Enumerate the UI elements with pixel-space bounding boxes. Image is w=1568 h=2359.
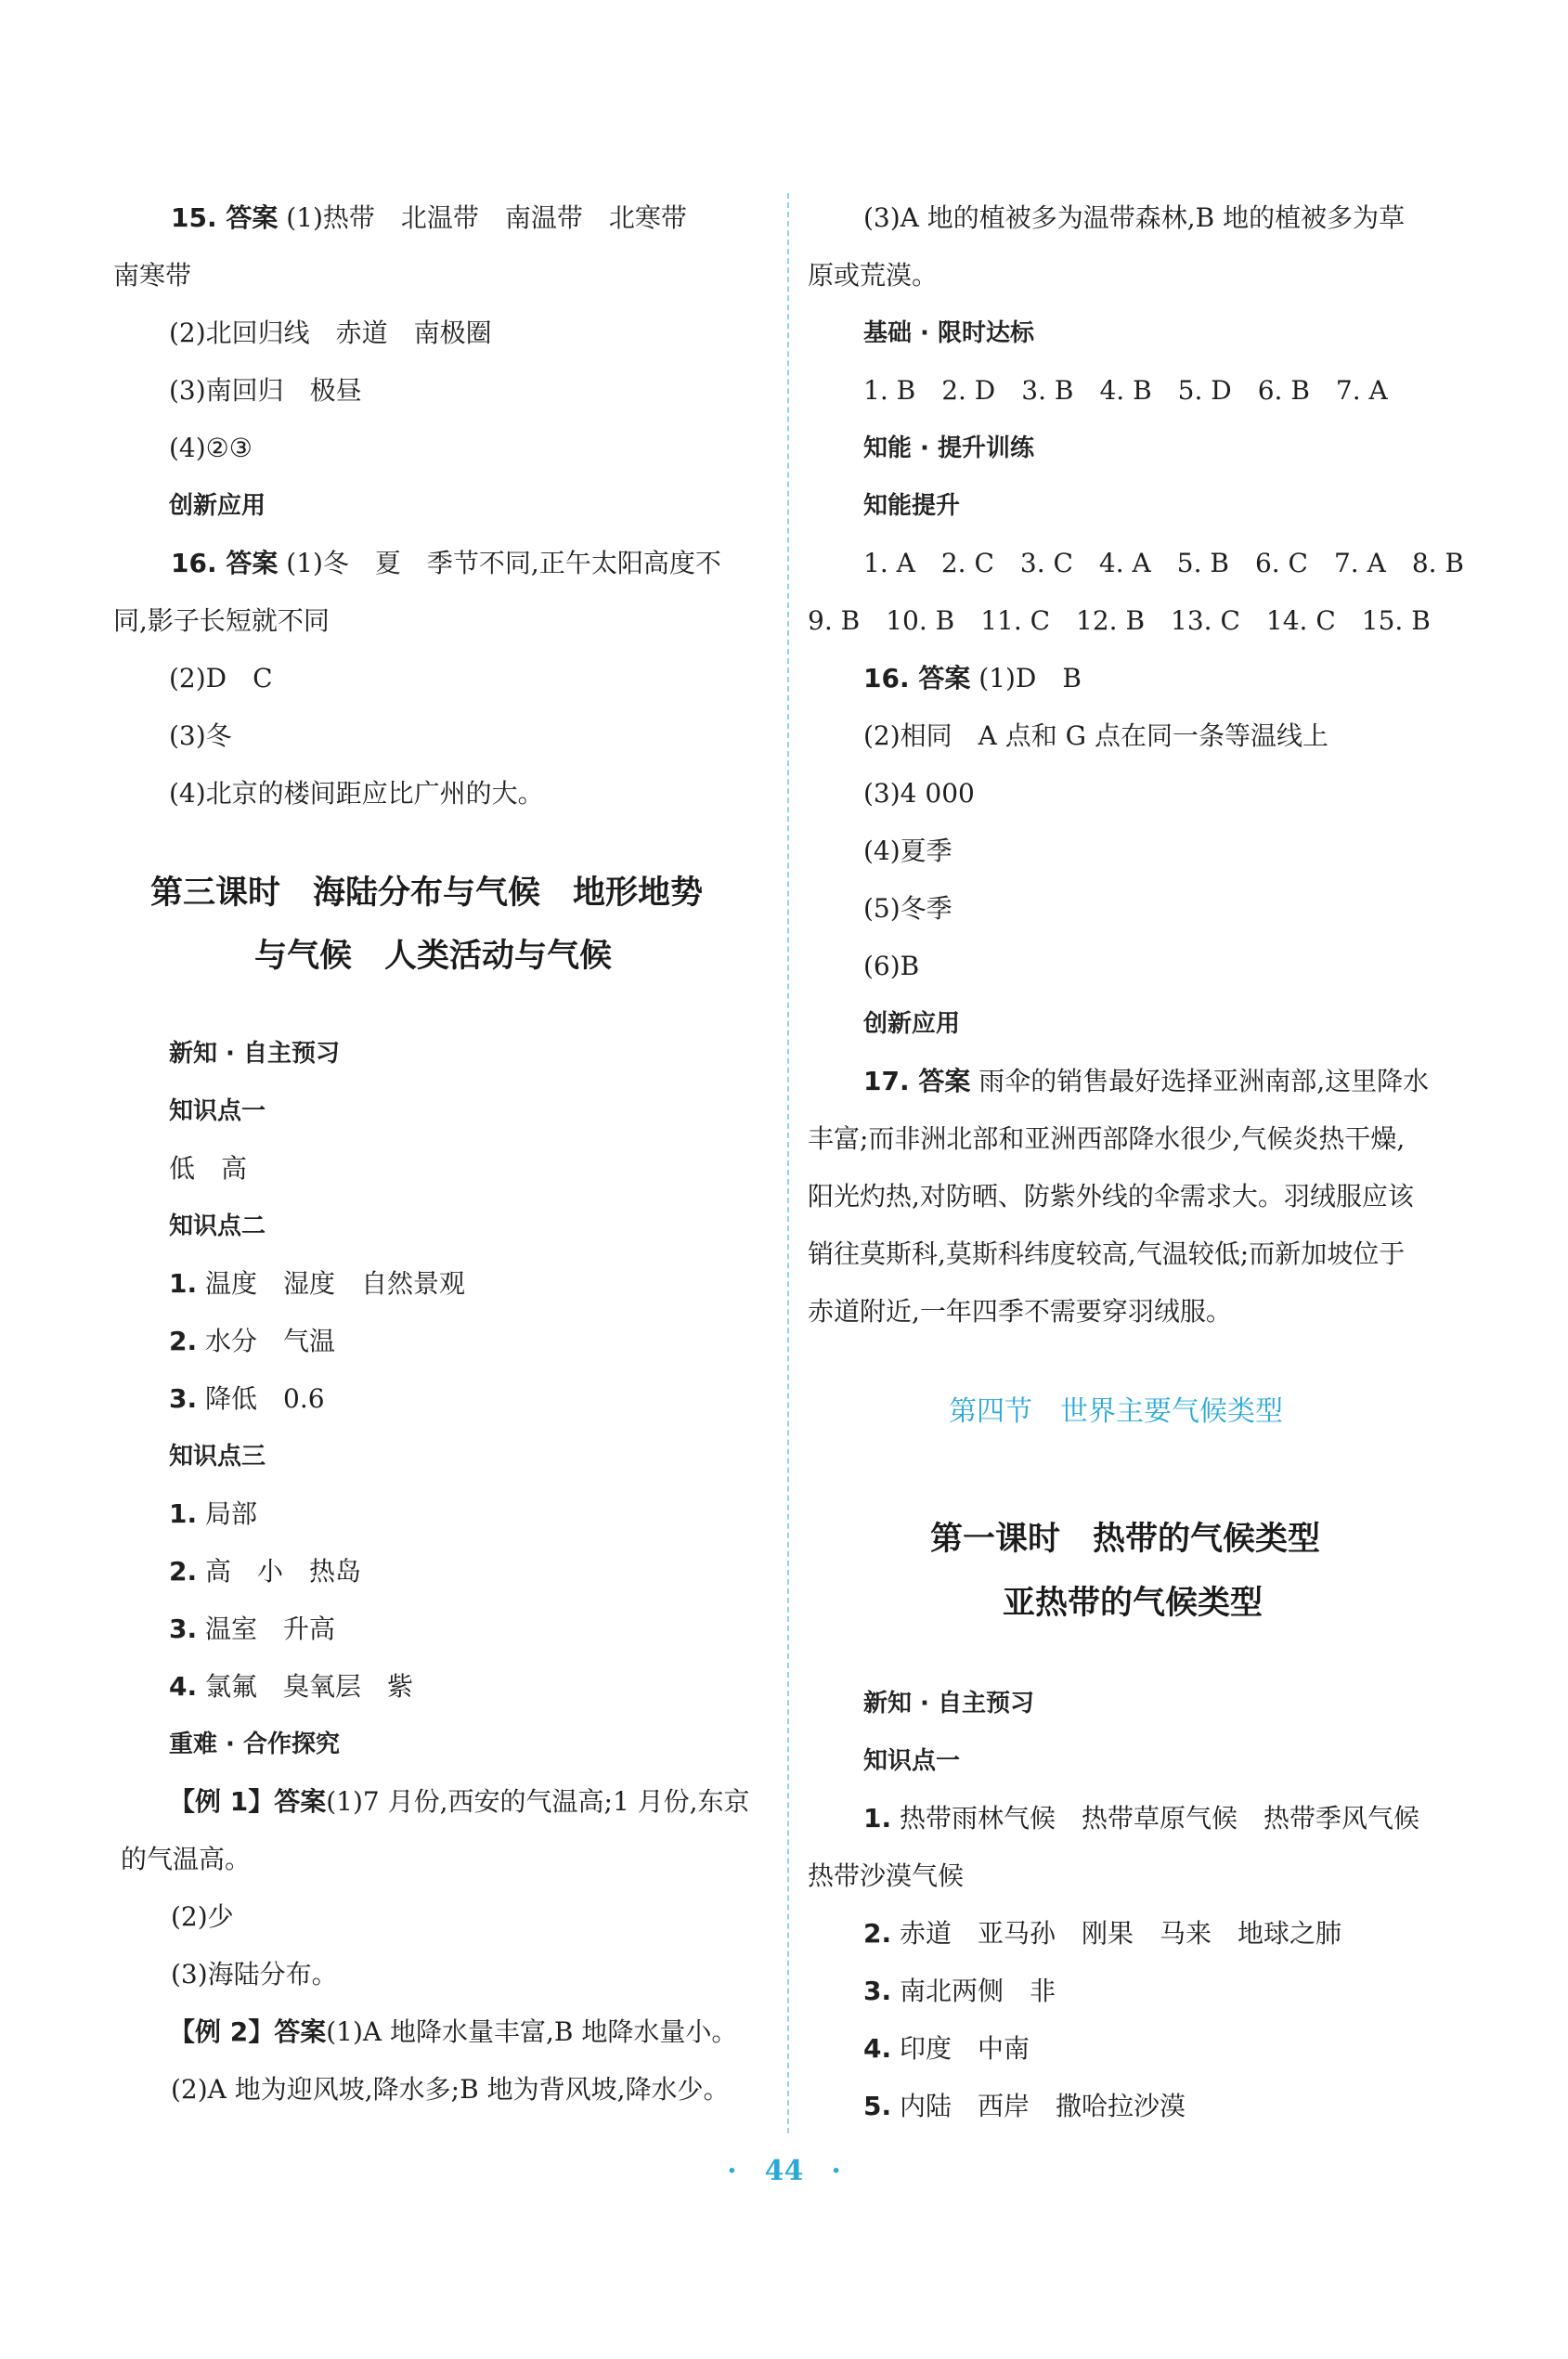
item-number: 3. — [169, 1383, 198, 1414]
example-2-3-cont: 原或荒漠。 — [808, 260, 939, 291]
item-number: 2. — [169, 1326, 198, 1356]
kp1-answer: 低 高 — [169, 1153, 248, 1184]
answer-text: 雨伞的销售最好选择亚洲南部,这里降水 — [978, 1066, 1430, 1096]
item-text: 热带雨林气候 热带草原气候 热带季风气候 — [900, 1803, 1420, 1834]
answer-16-3: (3)冬 — [169, 720, 232, 751]
answer-17-cont-2: 阳光灼热,对防晒、防紫外线的伞需求大。羽绒服应该 — [808, 1181, 1414, 1212]
answer-17-cont-1: 丰富;而非洲北部和亚洲西部降水很少,气候炎热干燥, — [808, 1123, 1406, 1154]
item-text: 印度 中南 — [900, 2033, 1030, 2064]
answer-text: (1)热带 北温带 南温带 北寒带 — [286, 202, 687, 233]
answer-label: 16. 答案 — [863, 663, 971, 693]
example-1-cont: 的气温高。 — [121, 1844, 252, 1874]
example-1-2: (2)少 — [171, 1901, 234, 1932]
lesson-heading-right-line2: 亚热带的气候类型 — [1003, 1585, 1263, 1622]
item-text: 赤道 亚马孙 刚果 马来 地球之肺 — [900, 1918, 1342, 1949]
item-number: 5. — [863, 2091, 892, 2121]
example-text: (1)A 地降水量丰富,B 地降水量小。 — [326, 2016, 738, 2047]
item-text: 降低 0.6 — [205, 1383, 325, 1414]
kp2-item-2 — [169, 1325, 335, 1358]
climate-item-1 — [863, 1802, 1419, 1835]
section-label-training: 知能 · 提升训练 — [863, 434, 1034, 462]
climate-item-1-cont: 热带沙漠气候 — [808, 1860, 965, 1891]
knowledge-point-2: 知识点二 — [169, 1212, 266, 1240]
section-title: 第四节 世界主要气候类型 — [949, 1395, 1283, 1428]
kp2-item-1 — [169, 1267, 465, 1301]
kp3-item-1 — [169, 1497, 257, 1531]
kp3-item-3 — [169, 1613, 335, 1646]
answer-16 — [171, 547, 721, 580]
subsection-label-improve: 知能提升 — [863, 492, 961, 520]
item-text: 水分 气温 — [205, 1326, 336, 1356]
climate-item-3 — [863, 1975, 1056, 2008]
answer-16-right-3: (3)4 000 — [863, 778, 975, 809]
improve-answers-row2: 9. B 10. B 11. C 12. B 13. C 14. C 15. B — [808, 605, 1431, 636]
section-label-innovation-right: 创新应用 — [863, 1010, 961, 1038]
lesson-heading-right-line1: 第一课时 热带的气候类型 — [930, 1521, 1321, 1558]
item-number: 1. — [169, 1268, 198, 1299]
answer-16-right — [863, 662, 1082, 695]
section-label-basic: 基础 · 限时达标 — [863, 319, 1034, 347]
answer-15-2: (2)北回归线 赤道 南极圈 — [169, 318, 492, 348]
example-2-2: (2)A 地为迎风坡,降水多;B 地为背风坡,降水少。 — [171, 2074, 730, 2105]
answer-16-right-5: (5)冬季 — [863, 893, 952, 924]
answer-16-cont: 同,影子长短就不同 — [113, 605, 330, 636]
answer-text: (1)冬 夏 季节不同,正午太阳高度不 — [286, 548, 721, 578]
section-label-innovation: 创新应用 — [169, 492, 266, 520]
climate-item-5 — [863, 2090, 1186, 2123]
answer-text: (1)D B — [978, 663, 1082, 693]
answer-15-cont: 南寒带 — [113, 260, 192, 291]
answer-16-right-4: (4)夏季 — [863, 836, 952, 866]
answer-15 — [171, 201, 687, 235]
item-text: 温室 升高 — [205, 1614, 336, 1644]
climate-item-2 — [863, 1917, 1341, 1951]
item-text: 氯氟 臭氧层 紫 — [205, 1671, 414, 1702]
example-label: 【例 1】答案 — [169, 1786, 327, 1817]
item-number: 3. — [169, 1614, 198, 1644]
column-divider — [787, 193, 789, 2133]
answer-label: 15. 答案 — [171, 202, 279, 233]
lesson-heading-line2: 与气候 人类活动与气候 — [254, 938, 613, 975]
climate-item-4 — [863, 2032, 1030, 2066]
answer-16-2: (2)D C — [169, 663, 273, 693]
example-text: (1)7 月份,西安的气温高;1 月份,东京 — [326, 1786, 750, 1817]
answer-16-right-2: (2)相同 A 点和 G 点在同一条等温线上 — [863, 720, 1328, 751]
knowledge-point-1: 知识点一 — [169, 1097, 266, 1125]
example-2-3: (3)A 地的植被多为温带森林,B 地的植被多为草 — [863, 202, 1406, 233]
knowledge-point-1-right: 知识点一 — [863, 1747, 961, 1775]
item-number: 3. — [863, 1976, 892, 2006]
answer-17 — [863, 1065, 1429, 1098]
page-number: · 44 · — [727, 2155, 841, 2187]
item-text: 内陆 西岸 撒哈拉沙漠 — [900, 2091, 1186, 2121]
answer-label: 17. 答案 — [863, 1066, 971, 1096]
kp2-item-3 — [169, 1382, 325, 1416]
basic-answers: 1. B 2. D 3. B 4. B 5. D 6. B 7. A — [863, 375, 1388, 406]
example-1 — [169, 1785, 750, 1819]
section-label-explore: 重难 · 合作探究 — [169, 1730, 340, 1758]
lesson-heading-line1: 第三课时 海陆分布与气候 地形地势 — [150, 875, 704, 912]
answer-17-cont-4: 赤道附近,一年四季不需要穿羽绒服。 — [808, 1296, 1232, 1327]
item-number: 4. — [863, 2033, 892, 2064]
example-1-3: (3)海陆分布。 — [171, 1959, 338, 1990]
answer-15-4: (4)②③ — [169, 433, 253, 463]
knowledge-point-3: 知识点三 — [169, 1443, 266, 1471]
item-number: 4. — [169, 1671, 198, 1702]
example-label: 【例 2】答案 — [169, 2016, 327, 2047]
answer-15-3: (3)南回归 极昼 — [169, 375, 362, 406]
kp3-item-2 — [169, 1555, 361, 1588]
answer-label: 16. 答案 — [171, 548, 279, 578]
answer-17-cont-3: 销往莫斯科,莫斯科纬度较高,气温较低;而新加坡位于 — [808, 1238, 1406, 1269]
answer-16-right-6: (6)B — [863, 951, 920, 981]
answer-16-4: (4)北京的楼间距应比广州的大。 — [169, 778, 544, 809]
item-text: 温度 湿度 自然景观 — [205, 1268, 466, 1299]
item-number: 1. — [863, 1803, 892, 1834]
kp3-item-4 — [169, 1670, 413, 1704]
improve-answers-row1: 1. A 2. C 3. C 4. A 5. B 6. C 7. A 8. B — [863, 548, 1465, 578]
section-label-preview-right: 新知 · 自主预习 — [863, 1690, 1034, 1717]
example-2 — [169, 2016, 737, 2049]
section-label-preview: 新知 · 自主预习 — [169, 1040, 340, 1068]
item-number: 2. — [863, 1918, 892, 1949]
item-number: 1. — [169, 1498, 198, 1529]
item-text: 局部 — [205, 1498, 258, 1529]
item-text: 高 小 热岛 — [205, 1556, 362, 1587]
item-number: 2. — [169, 1556, 198, 1587]
item-text: 南北两侧 非 — [900, 1976, 1056, 2006]
